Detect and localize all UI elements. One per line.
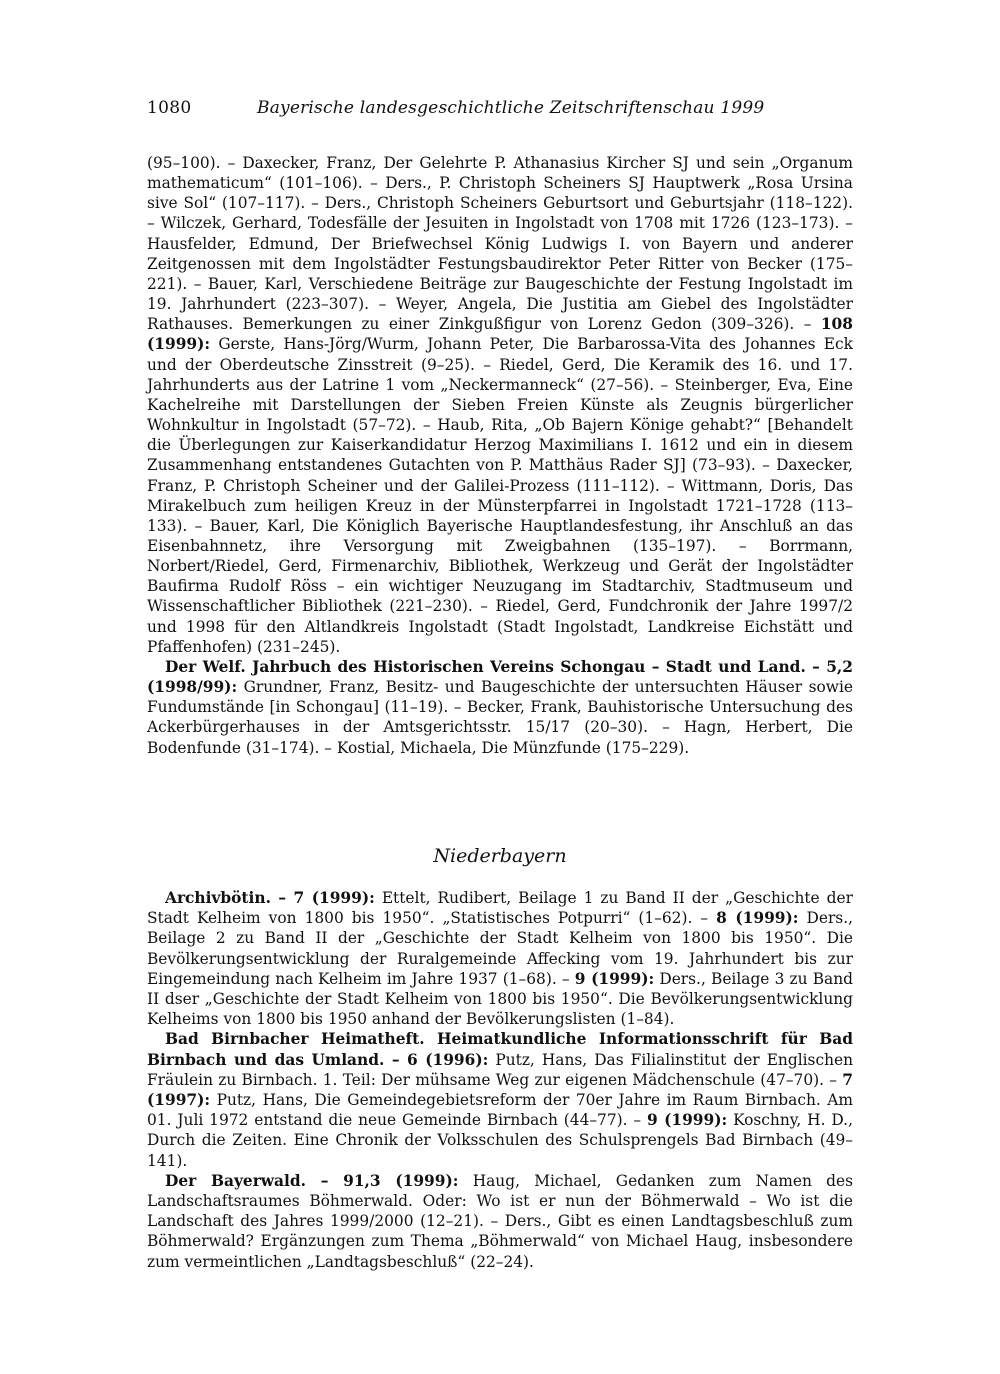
entry-text: Putz, Hans, Die Gemeindegebietsreform der 70er Jahre im Raum Birnbach. Am 01. Juli 1972 entstand die neue Gemeinde Birnbach (44–77). – xyxy=(147,1091,853,1130)
bibliography-upper xyxy=(147,153,853,758)
entry-text: Ettelt, Rudibert, Beilage 1 zu Band II der „Geschichte der Stadt Kelheim von 1800 bis 1950“. „Statistisches Potpurri“ (1–62). – xyxy=(147,889,853,928)
volume-label: 9 (1999): xyxy=(647,1111,728,1130)
page-header xyxy=(147,98,853,128)
journal-title: Der Welf. Jahrbuch des Historischen Vereins Schongau – Stadt und Land. – 5,2 (1998/99): xyxy=(147,657,853,697)
entry-text: (95–100). – Daxecker, Franz, Der Gelehrte P. Athanasius Kircher SJ und sein „Organum mathematicum“ (101–106). – Ders., P. Christoph Scheiners SJ Hauptwerk „Rosa Ursina sive Sol“ (107–117). – Ders., Christoph Scheiners Geburtsort und Geburtsjahr (118–122). – Wilczek, Gerhard, Todesfälle der Jesuiten in Ingolstadt von 1708 mit 1726 (123–173). – Hausfelder, Edmund, Der Briefwechsel König Ludwigs I. von Bayern und anderer Zeitgenossen mit dem Ingolstädter Festungsbaudirektor Peter Ritter von Becker (175–221). – Bauer, Karl, Verschiedene Beiträge zur Baugeschichte der Festung Ingolstadt im 19. Jahrhundert (223–307). – Weyer, Angela, Die Justitia am Giebel des Ingolstädter Rathauses. Bemerkungen zu einer Zinkgußfigur von Lorenz Gedon (309–326). – xyxy=(147,154,853,334)
entry-text: Ders., Beilage 3 zu Band II dser „Geschichte der Stadt Kelheim von 1800 bis 1950“. Die Bevölkerungsentwicklung Kelheims von 1800 bis 1950 anhand der Bevölkerungslisten (1–84). xyxy=(147,969,853,1029)
entry-text: Putz, Hans, Das Filialinstitut der Englischen Fräulein zu Birnbach. 1. Teil: Der mühsame Weg zur eigenen Mädchenschule (47–70). – xyxy=(147,1050,853,1089)
page-number: 1080 xyxy=(147,98,192,118)
journal-title: Archivbötin. – 7 (1999): xyxy=(165,889,375,907)
volume-label: 7 (1997): xyxy=(147,1070,853,1110)
entry-text: Koschny, H. D., Durch die Zeiten. Eine Chronik der Volksschulen des Schulsprengels Bad Birnbach (49–141). xyxy=(147,1111,853,1170)
volume-label: 108 (1999): xyxy=(147,315,853,354)
bibliography-lower xyxy=(147,888,853,1272)
bibliography-entry-continued xyxy=(147,153,853,657)
entry-text: Haug, Michael, Gedanken zum Namen des Landschaftsraumes Böhmerwald. Oder: Wo ist er nun der Böhmerwald – Wo ist die Landschaft des Jahres 1999/2000 (12–21). – Ders., Gibt es einen Landtagsbeschluß zum Böhmerwald? Ergänzungen zum Thema „Böhmerwald“ von Michael Haug, insbesondere zum vermeintlichen „Landtagsbeschluß“ (22–24). xyxy=(147,1171,853,1271)
volume-label: 9 (1999): xyxy=(574,969,655,988)
entry-text: Ders., Beilage 2 zu Band II der „Geschichte der Stadt Kelheim von 1800 bis 1950“. Die Bevölkerungsentwicklung der Ruralgemeinde Affecking vom 19. Jahrhundert bis zur Eingemeindung nach Kelheim im Jahre 1937 (1–68). – xyxy=(147,909,853,988)
section-heading: Niederbayern xyxy=(433,845,567,867)
journal-title: Bad Birnbacher Heimatheft. Heimatkundliche Informationsschrift für Bad Birnbach und das Umland. – 6 (1996): xyxy=(147,1030,853,1069)
running-title: Bayerische landesgeschichtliche Zeitschriftenschau 1999 xyxy=(257,98,765,118)
volume-label: 8 (1999): xyxy=(716,909,799,928)
entry-text: Grundner, Franz, Besitz- und Baugeschichte der untersuchten Häuser sowie Fundumstände [in Schongau] (11–19). – Becker, Frank, Bauhistorische Untersuchung des Ackerbürgerhauses in der Amtsgerichtsstr. 15/17 (20–30). – Hagn, Herbert, Die Bodenfunde (31–174). – Kostial, Michaela, Die Münzfunde (175–229). xyxy=(147,678,853,757)
bibliography-entry-archivboetin xyxy=(147,888,853,1029)
entry-text: Gerste, Hans-Jörg/Wurm, Johann Peter, Die Barbarossa-Vita des Johannes Eck und der Oberdeutsche Zinsstreit (9–25). – Riedel, Gerd, Die Keramik des 16. und 17. Jahrhunderts aus der Latrine 1 vom „Neckermanneck“ (27–56). – Steinberger, Eva, Eine Kachelreihe mit Darstellungen der Sieben Freien Künste als Zeugnis bürgerlicher Wohnkultur in Ingolstadt (57–72). – Haub, Rita, „Ob Bajern Könige gehabt?“ [Behandelt die Überlegungen zur Kaiserkandidatur Herzog Maximilians I. 1612 und ein in diesem Zusammenhang entstandenes Gutachten von P. Matthäus Rader SJ] (73–93). – Daxecker, Franz, P. Christoph Scheiner und der Galilei-Prozess (111–112). – Wittmann, Doris, Das Mirakelbuch zum heiligen Kreuz in der Münsterpfarrei in Ingolstadt 1721–1728 (113–133). – Bauer, Karl, Die Königlich Bayerische Hauptlandesfestung, ihr Anschluß an das Eisenbahnnetz, ihre Versorgung mit Zweigbahnen (135–197). – Borrmann, Norbert/Riedel, Gerd, Firmenarchiv, Bibliothek, Werkzeug und Gerät der Ingolstädter Baufirma Rudolf Röss – ein wichtiger Neuzugang im Stadtarchiv, Stadtmuseum und Wissenschaftlicher Bibliothek (221–230). – Riedel, Gerd, Fundchronik der Jahre 1997/2 und 1998 für den Altlandkreis Ingolstadt (Stadt Ingolstadt, Landkreise Eichstätt und Pfaffenhofen) (231–245). xyxy=(147,335,853,656)
bibliography-entry-bad-birnbacher xyxy=(147,1029,853,1170)
bibliography-entry-der-bayerwald xyxy=(147,1171,853,1272)
bibliography-entry-der-welf xyxy=(147,657,853,758)
journal-title: Der Bayerwald. – 91,3 (1999): xyxy=(165,1171,459,1190)
